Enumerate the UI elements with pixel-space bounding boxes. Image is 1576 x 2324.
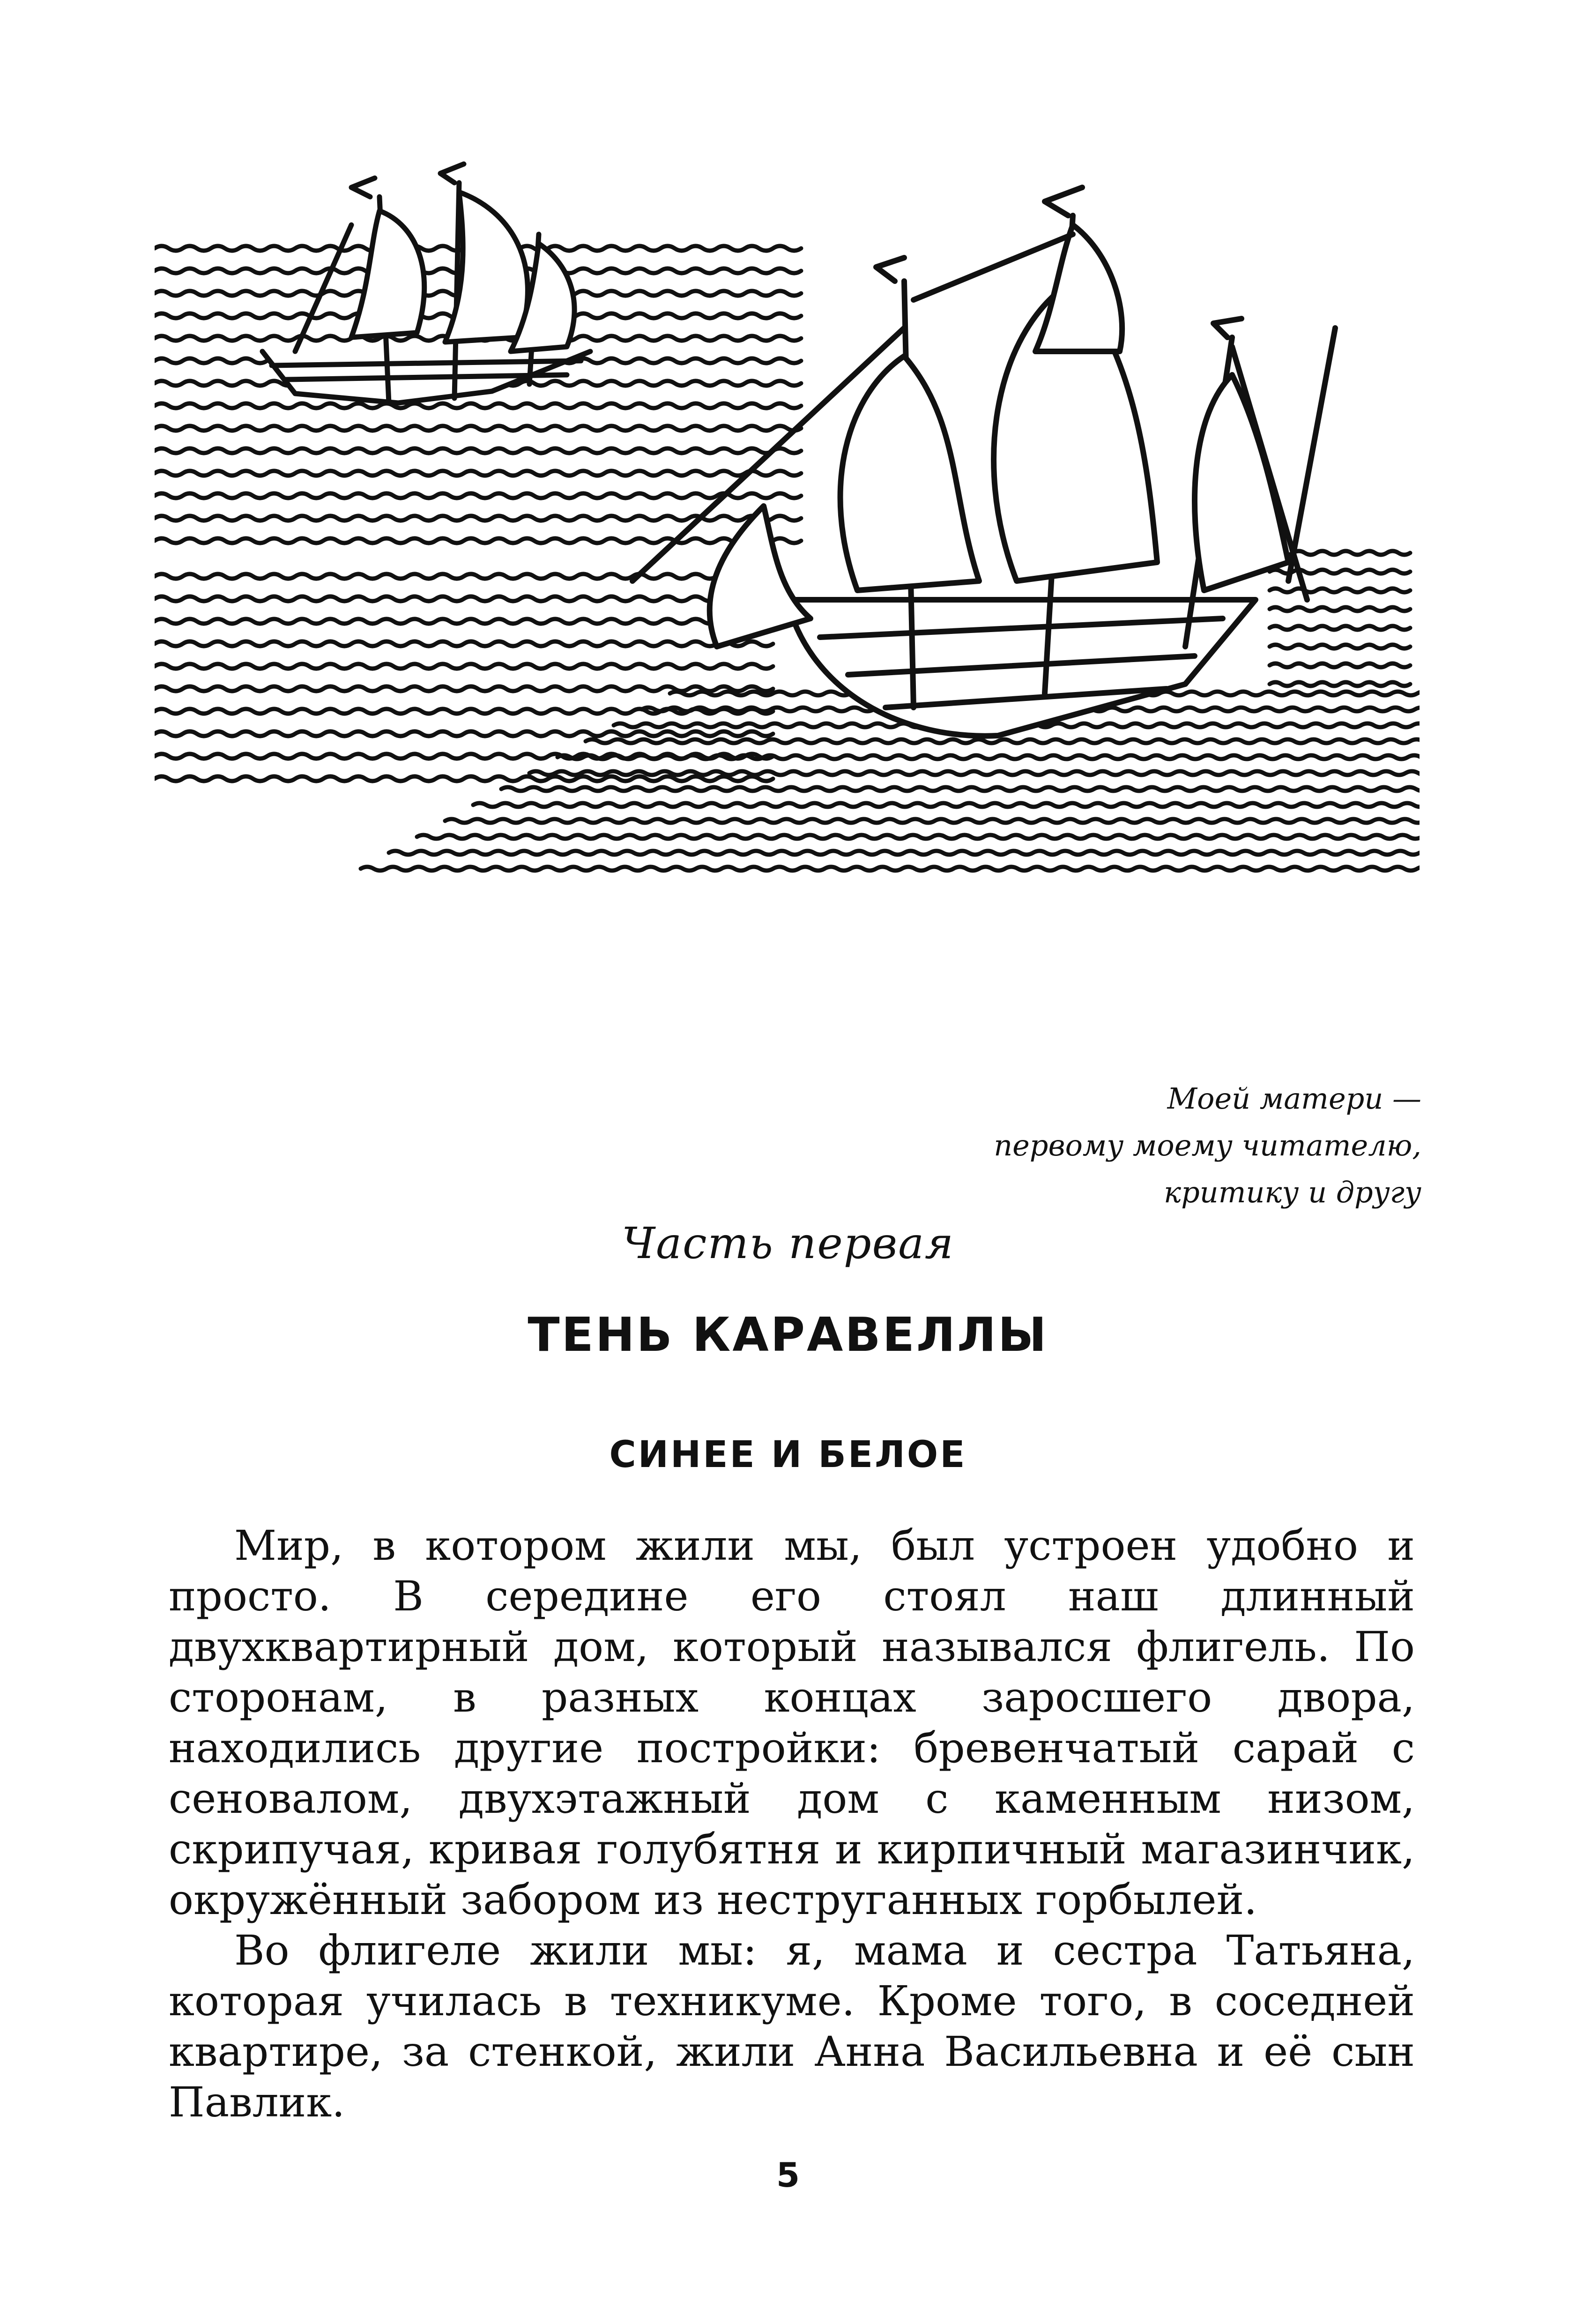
part-title: Часть первая (622, 1218, 954, 1268)
chapter-title: СИНЕЕ И БЕЛОЕ (609, 1434, 967, 1476)
dedication-line: первому моему читателю, (994, 1128, 1421, 1162)
wave-line (155, 641, 773, 646)
wave-line (1270, 663, 1410, 667)
wave-line (155, 538, 801, 543)
wave-line (155, 493, 801, 498)
large-caravel (632, 187, 1335, 736)
wave-line (445, 819, 1420, 823)
wave-line (155, 426, 801, 431)
wave-line (1270, 645, 1410, 648)
wave-line (1270, 607, 1410, 611)
page-number: 5 (776, 2155, 800, 2195)
wave-line (361, 867, 1420, 871)
wave-line (558, 755, 1420, 759)
wave-line (155, 403, 801, 408)
wave-line (155, 471, 801, 476)
paragraph: Мир, в котором жили мы, был устроен удобно и просто. В середине его стоял наш длинный двухквартирный дом, который назывался флигель. По сторонам, в разных концах заросшего двора, находились другие постройки: бревенчатый сарай с сеновалом, двухэтажный дом с каменным низом, скрипучая, кривая голубятня и кирпичный магазинчик, окружённый забором из неструганных горбылей. (169, 1521, 1415, 1924)
book-title: ТЕНЬ КАРАВЕЛЛЫ (528, 1307, 1048, 1362)
wave-line (501, 787, 1420, 791)
small-caravel (262, 164, 590, 403)
body-text (169, 1520, 1415, 2128)
wave-line (389, 851, 1420, 855)
caravels-at-sea-icon (155, 131, 1420, 890)
wave-line (155, 776, 773, 781)
wave-line (1270, 682, 1410, 686)
dedication-line: Моей матери — (1167, 1081, 1421, 1116)
wave-line (417, 835, 1420, 839)
wave-line (155, 619, 773, 624)
wave-line (155, 664, 773, 669)
wave-line (155, 574, 773, 579)
wave-line (473, 803, 1420, 807)
wave-line (586, 739, 1420, 743)
wave-line (155, 448, 801, 453)
caravels-illustration (155, 131, 1420, 890)
wave-line (529, 771, 1420, 775)
wave-line (1270, 626, 1410, 630)
wave-line (1270, 588, 1410, 592)
paragraph: Во флигеле жили мы: я, мама и сестра Татьяна, которая училась в техникуме. Кроме того, в соседней квартире, за стенкой, жили Анна Васильевна и её сын Павлик. (169, 1926, 1415, 2126)
dedication-line: критику и другу (1164, 1175, 1421, 1209)
wave-line (155, 596, 773, 601)
wave-line (155, 731, 773, 736)
dedication (994, 1075, 1421, 1216)
